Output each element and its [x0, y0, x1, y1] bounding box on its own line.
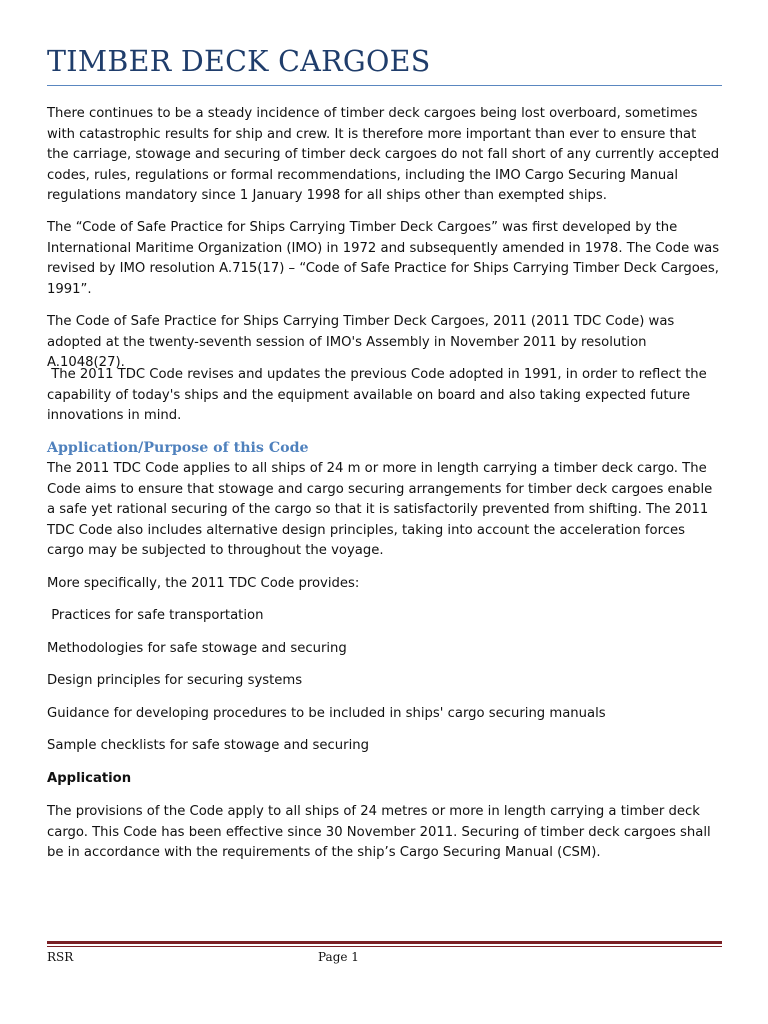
intro-paragraph-4: The 2011 TDC Code revises and updates the previous Code adopted in 1991, in order to reflect the capability of today's ships and the equipment available on board and also taking expected future innovations in mind. [47, 367, 711, 423]
provision-item: Design principles for securing systems [47, 673, 303, 688]
purpose-paragraph: The 2011 TDC Code applies to all ships of 24 m or more in length carrying a timber deck cargo. The Code aims to ensure that stowage and cargo securing arrangements for timber deck cargoes enable a safe yet rational securing of the cargo so that it is satisfactorily prevented from shifting. The 2011 TDC Code also includes alternative design principles, taking into account the acceleration forces cargo may be subjected to throughout the voyage. [47, 461, 713, 558]
provision-item: Guidance for developing procedures to be included in ships' cargo securing manuals [47, 706, 606, 721]
title-underline [47, 85, 722, 86]
intro-paragraph-1: There continues to be a steady incidence of timber deck cargoes being lost overboard, sometimes with catastrophic results for ship and crew. It is therefore more important than ever to ensure that the carriage, stowage and securing of timber deck cargoes do not fall short of any currently accepted codes, rules, regulations or formal recommendations, including the IMO Cargo Securing Manual regulations mandatory since 1 January 1998 for all ships other than exempted ships. [47, 106, 720, 203]
purpose-intro: More specifically, the 2011 TDC Code provides: [47, 576, 360, 591]
document-title: TIMBER DECK CARGOES [47, 45, 431, 78]
intro-paragraph-3: The Code of Safe Practice for Ships Carrying Timber Deck Cargoes, 2011 (2011 TDC Code) was adopted at the twenty-seventh session of IMO's Assembly in November 2011 by resolution A.1048(27). [47, 314, 675, 370]
footer-author: RSR [47, 950, 74, 964]
footer-rule [47, 941, 722, 944]
section-heading-application: Application [47, 771, 132, 786]
section-heading-application-purpose: Application/Purpose of this Code [47, 440, 309, 456]
provision-item: Methodologies for safe stowage and securing [47, 641, 347, 656]
provision-item: Sample checklists for safe stowage and securing [47, 738, 369, 753]
footer-rule-thin [47, 946, 722, 947]
footer-page-number: Page 1 [318, 950, 359, 964]
application-paragraph: The provisions of the Code apply to all ships of 24 metres or more in length carrying a timber deck cargo. This Code has been effective since 30 November 2011. Securing of timber deck cargoes shall be in accordance with the requirements of the ship’s Cargo Securing Manual (CSM). [47, 804, 711, 860]
provision-item: Practices for safe transportation [47, 608, 264, 623]
intro-paragraph-2: The “Code of Safe Practice for Ships Carrying Timber Deck Cargoes” was first developed by the International Maritime Organization (IMO) in 1972 and subsequently amended in 1978. The Code was revised by IMO resolution A.715(17) – “Code of Safe Practice for Ships Carrying Timber Deck Cargoes, 1991”. [47, 220, 720, 297]
